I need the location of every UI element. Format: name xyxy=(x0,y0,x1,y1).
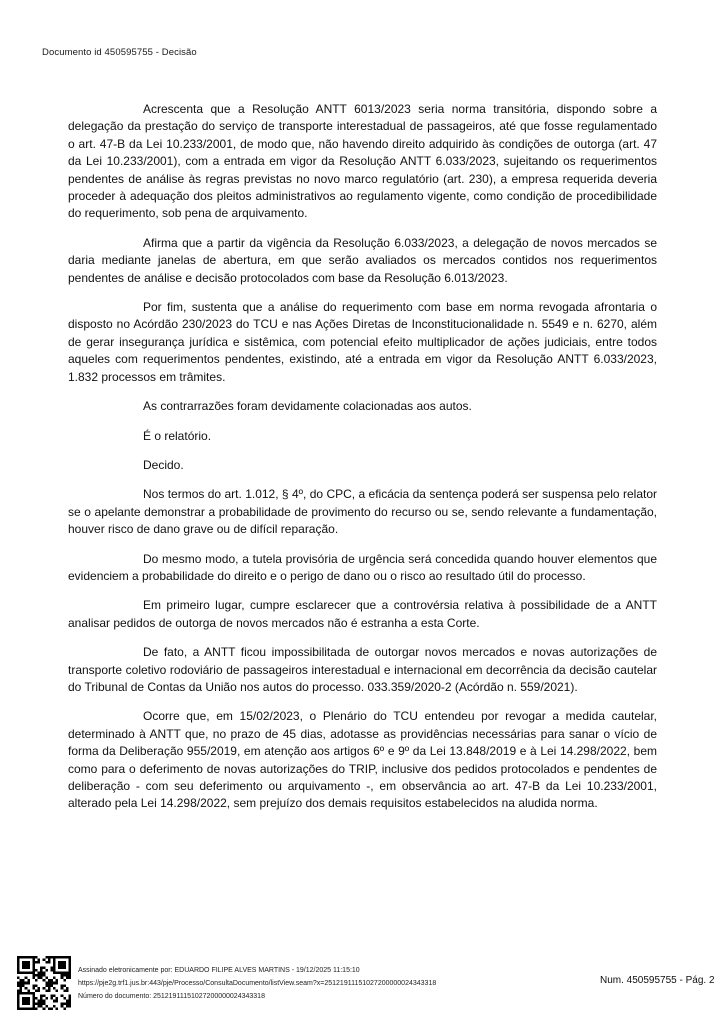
paragraph: Do mesmo modo, a tutela provisória de urgência será concedida quando houver elementos que evidenciem a probabilidade do direito e o perigo de dano ou o risco ao resultado útil do processo. xyxy=(68,551,657,583)
paragraph: Ocorre que, em 15/02/2023, o Plenário do TCU entendeu por revogar a medida cautelar, determinado à ANTT que, no prazo de 45 dias, adotasse as providências necessárias para sanar o vício de forma da Deliberação 955/2019, em atenção aos artigos 6º e 9º da Lei 13.848/2019 e à Lei 14.298/2022, bem como para o deferimento de novas autorizações do TRIP, inclusive dos pedidos protocolados e pendentes de deliberação - com seu deferimento ou arquivamento -, em observância ao art. 47-B da Lei 10.233/2001, alterado pela Lei 14.298/2022, sem prejuízo dos demais requisitos estabelecidos na aludida norma. xyxy=(68,709,657,811)
document-id-header: Documento id 450595755 - Decisão xyxy=(42,47,197,58)
paragraph: É o relatório. xyxy=(143,428,212,443)
paragraph: Afirma que a partir da vigência da Resolução 6.033/2023, a delegação de novos mercados se daria mediante janelas de abertura, em que serão avaliados os mercados contidos nos requerimentos pendentes de análise e decisão protocolados com base da Resolução 6.013/2023. xyxy=(68,235,657,285)
signature-info xyxy=(78,964,436,1003)
paragraph: Em primeiro lugar, cumpre esclarecer que a controvérsia relativa à possibilidade de a ANTT analisar pedidos de outorga de novos mercados não é estranha a esta Corte. xyxy=(68,598,657,630)
document-body xyxy=(68,101,657,825)
paragraph: Decido. xyxy=(143,457,184,472)
paragraph: De fato, a ANTT ficou impossibilitada de outorgar novos mercados e novas autorizações de transporte coletivo rodoviário de passageiros interestadual e internacional em decorrência da decisão cautelar do Tribunal de Contas da União nos autos do processo. 033.359/2020-2 (Acórdão n. 559/2021). xyxy=(68,645,657,694)
paragraph: Acrescenta que a Resolução ANTT 6013/2023 seria norma transitória, dispondo sobre a delegação da prestação do serviço de transporte interestadual de passageiros, até que fosse regulamentado o art. 47-B da Lei 10.233/2001, de modo que, não havendo direito adquirido às condições de outorga (art. 47 da Lei 10.233/2001), com a entrada em vigor da Resolução ANTT 6.033/2023, sujeitando os requerimentos pendentes de análise às regras previstas no novo marco regulatório (art. 230), a empresa requerida deveria proceder à adequação dos pleitos administrativos ao regulamento vigente, como condição de procedibilidade do requerimento, sob pena de arquivamento. xyxy=(68,102,657,221)
page-number: Num. 450595755 - Pág. 2 xyxy=(600,975,715,986)
document-url: https://pje2g.trf1.jus.br:443/pje/Processo/ConsultaDocumento/listView.seam?x=25121911151027200000024343318 xyxy=(78,979,437,987)
signature-line: Assinado eletronicamente por: EDUARDO FILIPE ALVES MARTINS - 19/12/2025 11:15:10 xyxy=(78,966,360,974)
paragraph: Nos termos do art. 1.012, § 4º, do CPC, a eficácia da sentença poderá ser suspensa pelo relator se o apelante demonstrar a probabilidade de provimento do recurso ou se, sendo relevante a fundamentação, houver risco de dano grave ou de difícil reparação. xyxy=(68,487,657,537)
paragraph: Por fim, sustenta que a análise do requerimento com base em norma revogada afrontaria o disposto no Acórdão 230/2023 do TCU e nas Ações Diretas de Inconstitucionalidade n. 5549 e n. 6270, além de gerar insegurança jurídica e sistêmica, com potencial efeito multiplicador de ações judiciais, entre todos aqueles com requerimentos pendentes, existindo, até a entrada em vigor da Resolução ANTT 6.033/2023, 1.832 processos em trâmites. xyxy=(68,300,657,384)
document-number: Número do documento: 25121911151027200000024343318 xyxy=(78,992,265,1000)
qr-code-icon xyxy=(17,956,71,1010)
paragraph: As contrarrazões foram devidamente colacionadas aos autos. xyxy=(143,399,472,414)
signature-footer xyxy=(17,956,436,1010)
